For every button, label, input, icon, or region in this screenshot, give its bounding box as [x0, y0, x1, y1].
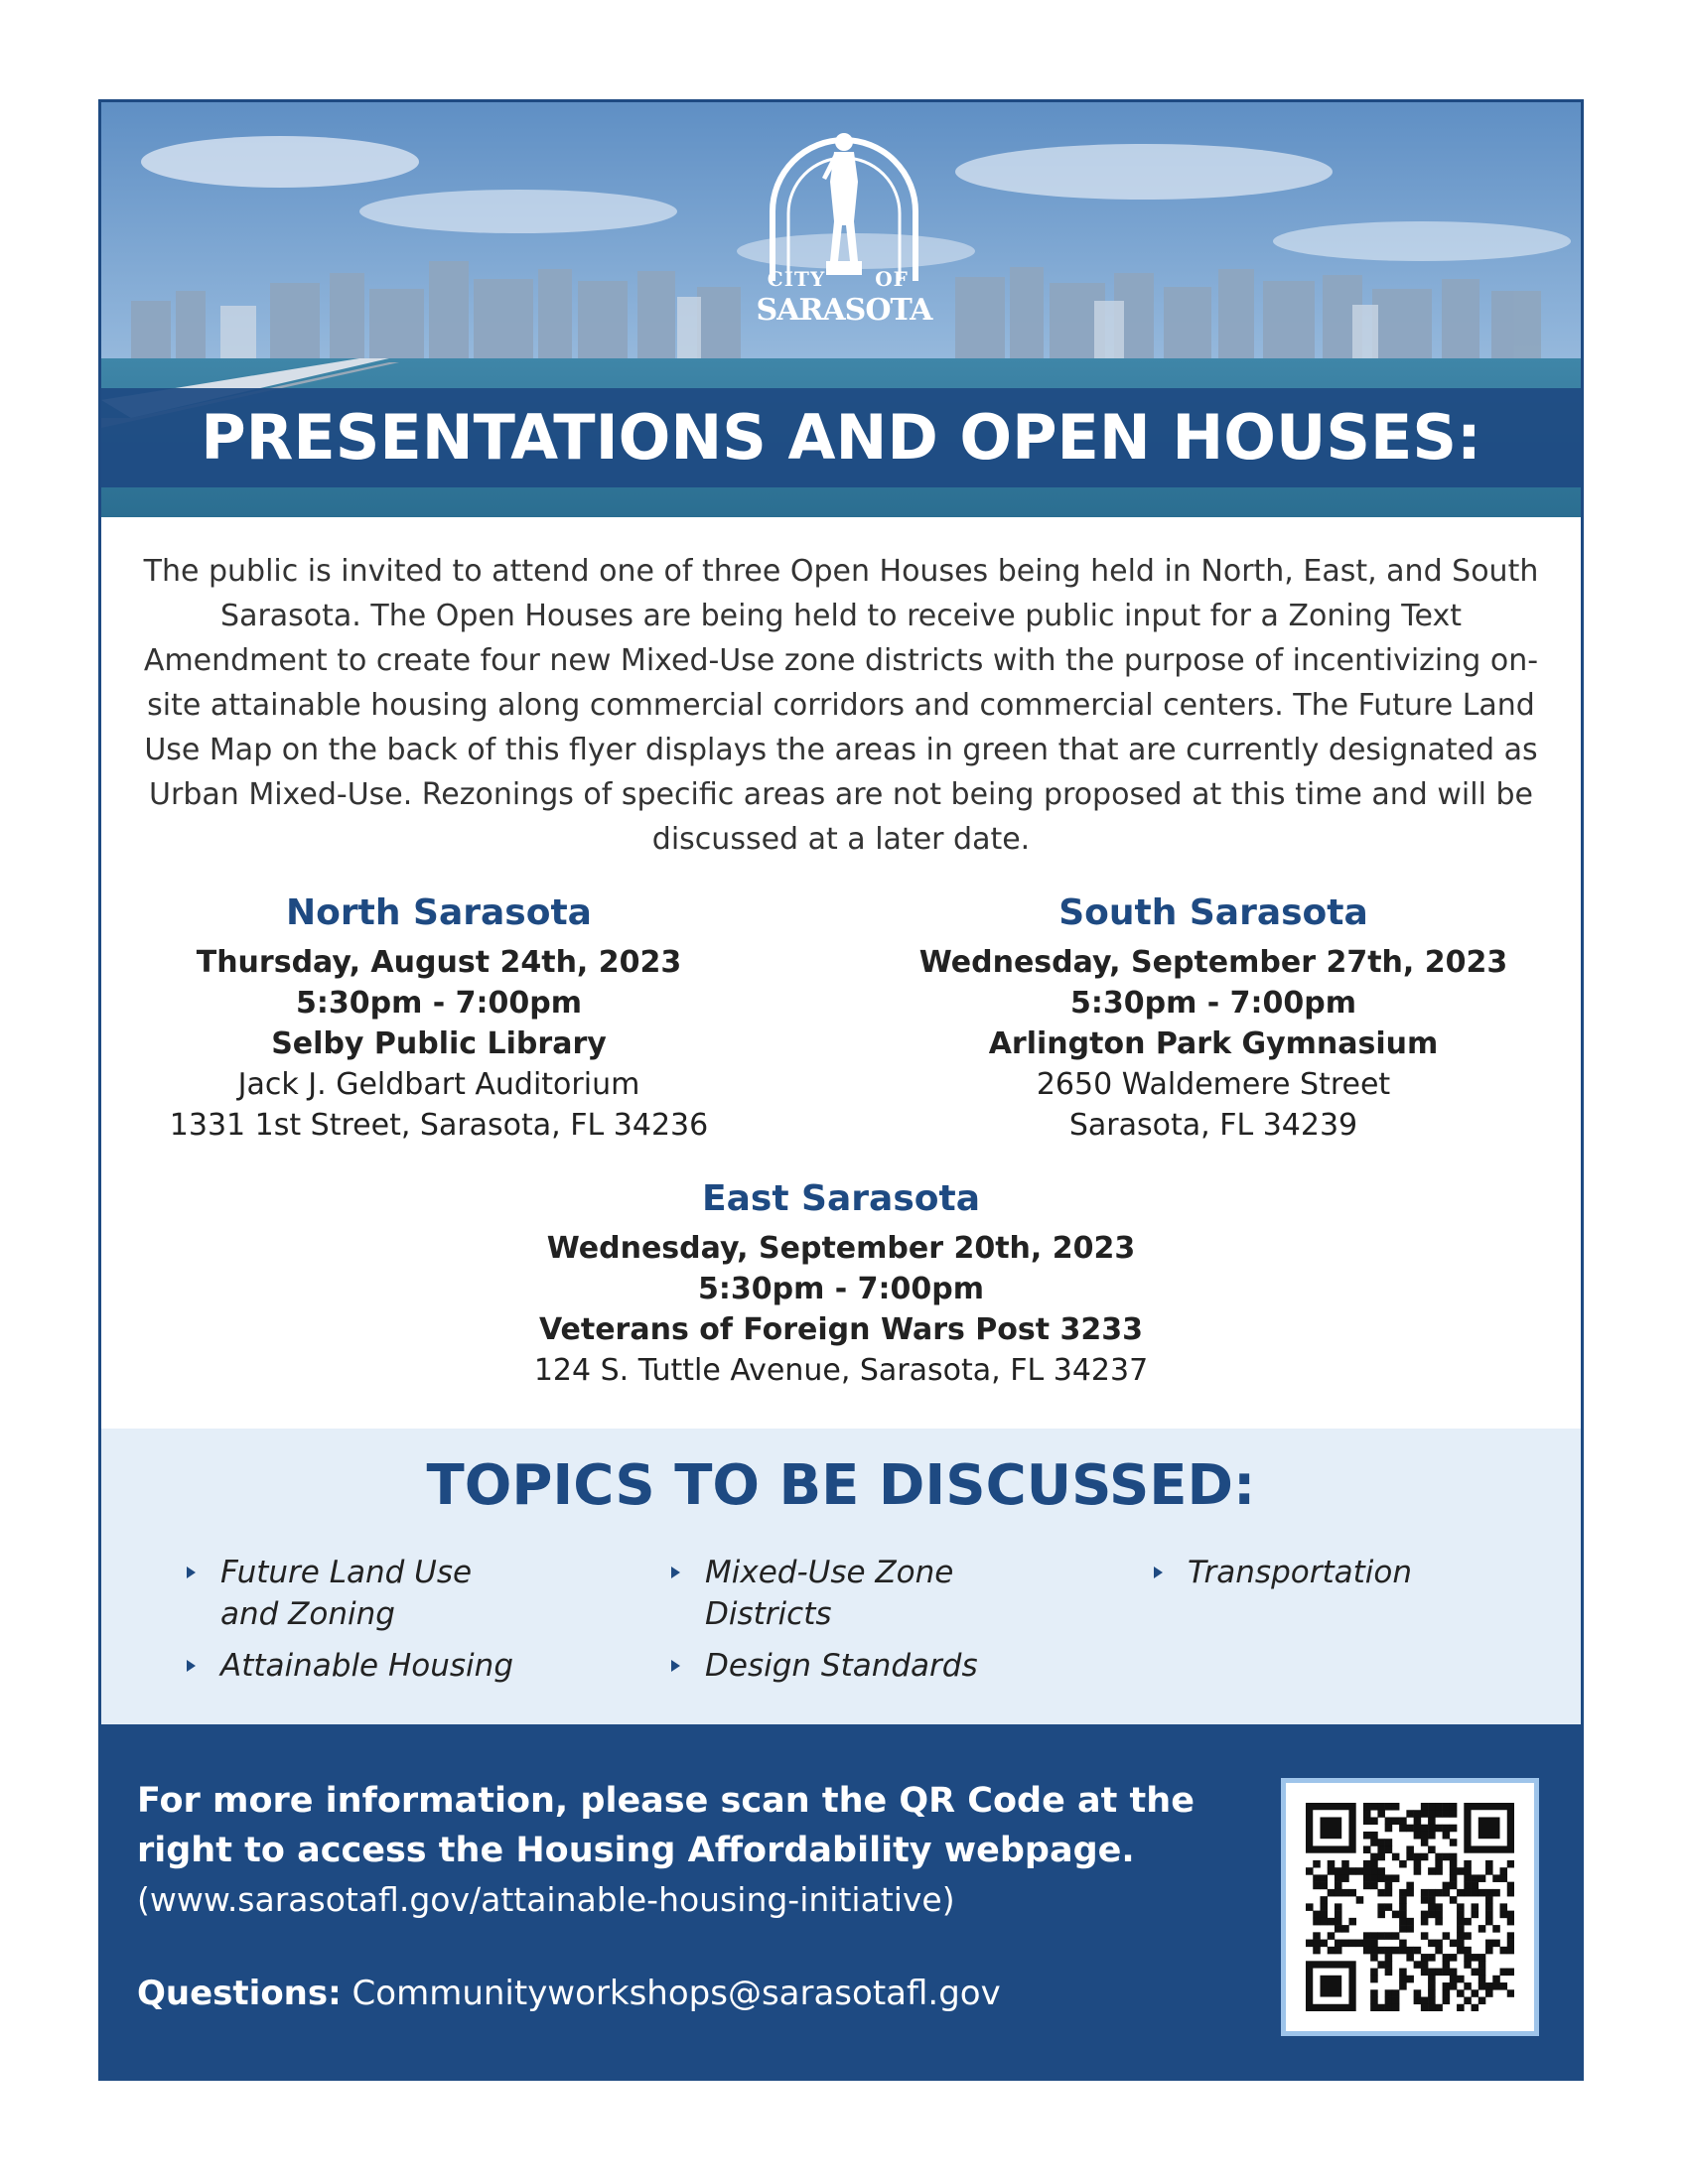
- bullet-triangle-icon: [671, 1567, 680, 1578]
- topic-item: [220, 1645, 513, 1687]
- event-date: Thursday, August 24th, 2023: [196, 945, 682, 980]
- event-north: [151, 887, 727, 1146]
- info-line2: right to access the Housing Affordability webpage.: [137, 1831, 1135, 1870]
- event-venue: Veterans of Foreign Wars Post 3233: [538, 1312, 1144, 1347]
- intro-paragraph: The public is invited to attend one of three Open Houses being held in North, East, and South Sarasota. The Open Houses are being held to receive public input for a Zoning Text Amendment to create four new Mixed-Use zone districts with the purpose of incentivizing on-site attainable housing along commercial corridors and commercial centers. The Future Land Use Map on the back of this flyer displays the areas in green that are currently designated as Urban Mixed-Use. Rezonings of specific areas are not being proposed at this time and will be discussed at a later date.: [143, 554, 1539, 857]
- bullet-triangle-icon: [187, 1567, 196, 1578]
- hero-banner: [101, 102, 1581, 517]
- qr-code-pattern: [1306, 1803, 1514, 2011]
- event-region: North Sarasota: [286, 892, 592, 933]
- topic-item: [1188, 1552, 1412, 1593]
- event-time: 5:30pm - 7:00pm: [697, 1272, 985, 1306]
- topics-title: TOPICS TO BE DISCUSSED:: [426, 1453, 1256, 1518]
- event-address-line1: Jack J. Geldbart Auditorium: [237, 1067, 640, 1102]
- bullet-triangle-icon: [1154, 1567, 1163, 1578]
- event-address-line2: Sarasota, FL 34239: [1068, 1108, 1358, 1143]
- flyer: [98, 99, 1584, 2081]
- logo-name-text: SARASOTA: [756, 293, 932, 328]
- event-venue: Arlington Park Gymnasium: [988, 1026, 1439, 1061]
- event-address-line1: 2650 Waldemere Street: [1036, 1067, 1391, 1102]
- event-date: Wednesday, September 27th, 2023: [918, 945, 1508, 980]
- topic-line1: Future Land Use: [220, 1555, 473, 1590]
- topic-line1: Attainable Housing: [220, 1648, 513, 1684]
- questions-line: [137, 1969, 1309, 2018]
- event-region: East Sarasota: [702, 1178, 980, 1219]
- event-region: South Sarasota: [1058, 892, 1368, 933]
- info-line1: For more information, please scan the QR Code at the: [137, 1781, 1195, 1821]
- bullet-triangle-icon: [187, 1660, 196, 1672]
- topic-line1: Transportation: [1188, 1555, 1412, 1590]
- event-address-line1: 124 S. Tuttle Avenue, Sarasota, FL 34237: [533, 1353, 1149, 1388]
- topic-line2: Districts: [705, 1596, 832, 1632]
- footer: [101, 1724, 1581, 2078]
- event-time: 5:30pm - 7:00pm: [1069, 986, 1357, 1021]
- topic-item: [705, 1645, 978, 1687]
- bullet-triangle-icon: [671, 1660, 680, 1672]
- logo-city-text: CITY: [767, 267, 826, 291]
- event-time: 5:30pm - 7:00pm: [295, 986, 583, 1021]
- logo-of-text: OF: [875, 267, 909, 291]
- questions-email[interactable]: Communityworkshops@sarasotafl.gov: [352, 1974, 1001, 2013]
- event-east: [444, 1172, 1238, 1391]
- event-south: [896, 887, 1531, 1146]
- topic-line1: Design Standards: [705, 1648, 978, 1684]
- qr-code[interactable]: [1281, 1778, 1539, 2036]
- questions-label: Questions:: [137, 1974, 342, 2013]
- topic-line1: Mixed-Use Zone: [705, 1555, 954, 1590]
- topic-item: [705, 1552, 953, 1635]
- topic-line2: and Zoning: [220, 1596, 395, 1632]
- event-venue: Selby Public Library: [271, 1026, 607, 1061]
- page-title: PRESENTATIONS AND OPEN HOUSES:: [201, 401, 1481, 474]
- event-date: Wednesday, September 20th, 2023: [546, 1231, 1136, 1266]
- website-url[interactable]: (www.sarasotafl.gov/attainable-housing-initiative): [137, 1880, 955, 1919]
- title-band: [101, 388, 1581, 487]
- info-text: [137, 1776, 1309, 1875]
- topic-item: [220, 1552, 472, 1635]
- event-address-line2: 1331 1st Street, Sarasota, FL 34236: [169, 1108, 709, 1143]
- city-of-sarasota-logo: [755, 122, 933, 350]
- topics-section: [101, 1429, 1581, 1724]
